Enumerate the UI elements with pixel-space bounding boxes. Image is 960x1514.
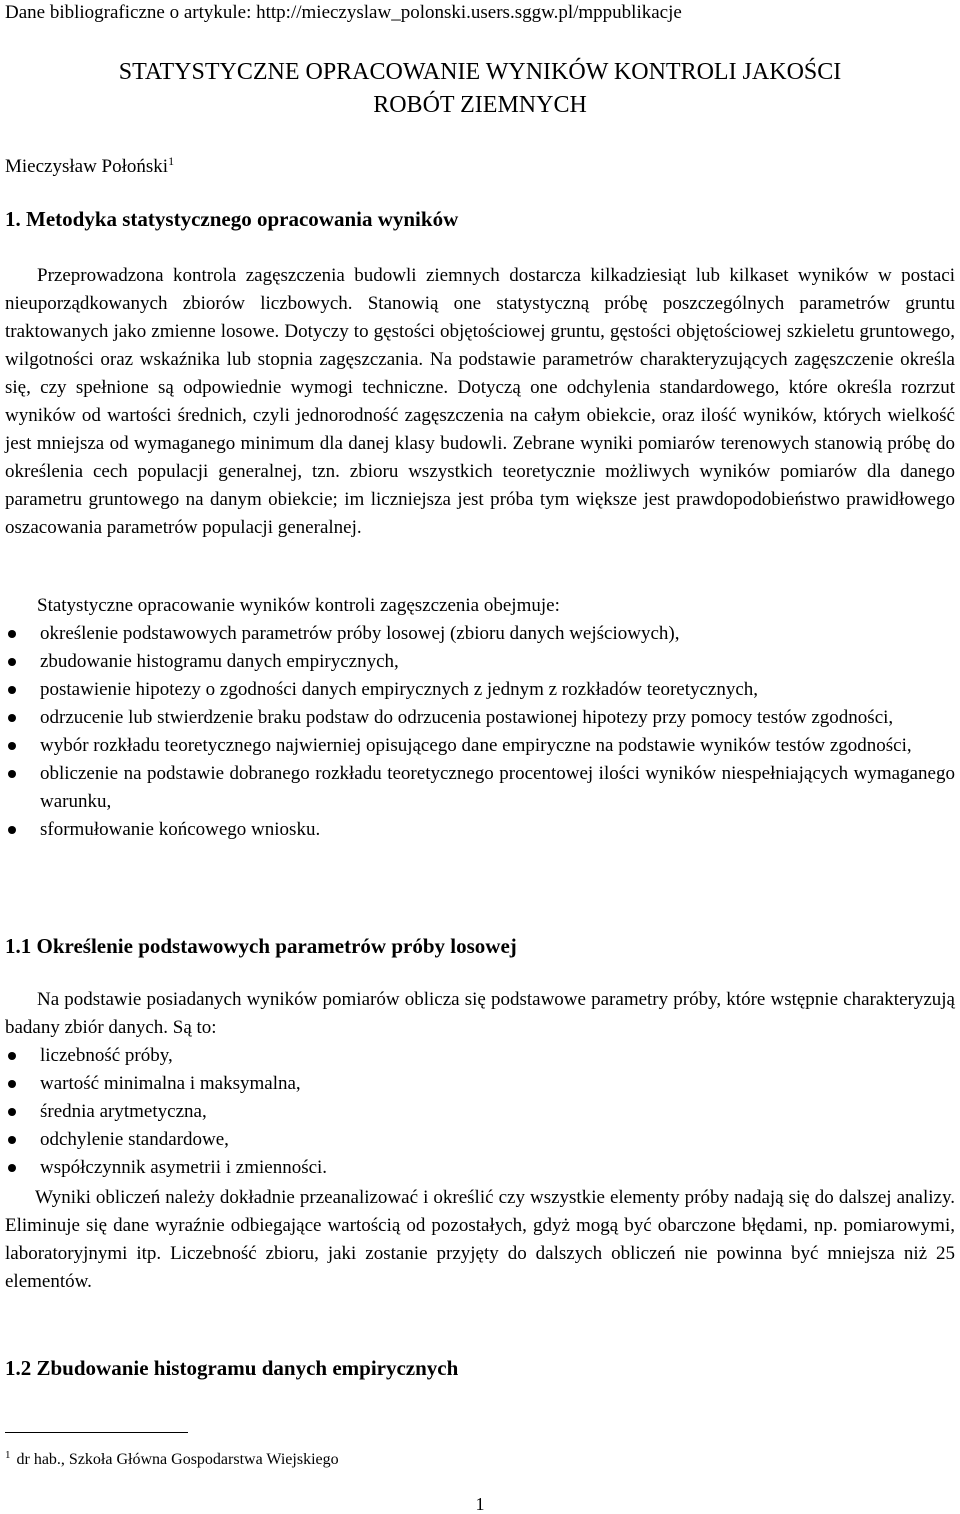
section-1-1-paragraph-2: Wyniki obliczeń należy dokładnie przeanalizować i określić czy wszystkie elementy próby nadają się do dalszej analizy. Eliminuje się dane wyraźnie odbiegające wartością od pozostałych, gdyż mogą być obarczone błędami, np. pomiarowymi, laboratoryjnymi itp. Liczebność zbioru, jaki zostanie przyjęty do dalszych obliczeń nie powinna być mniejsza niż 25 elementów. — [5, 1187, 955, 1292]
list-item: wartość minimalna i maksymalna, — [0, 1070, 955, 1098]
author-footnote-mark: 1 — [168, 154, 175, 168]
list-item: sformułowanie końcowego wniosku. — [0, 816, 955, 844]
list-item: postawienie hipotezy o zgodności danych empirycznych z jednym z rozkładów teoretycznych, — [0, 676, 955, 704]
author — [5, 150, 174, 178]
footnote-mark: 1 — [5, 1449, 11, 1461]
author-name: Mieczysław Połoński — [5, 156, 169, 177]
list-item: obliczenie na podstawie dobranego rozkładu teoretycznego procentowej ilości wyników niespełniających wymaganego warunku, — [0, 760, 955, 816]
page-number: 1 — [475, 1494, 485, 1514]
section-1-paragraph-1: Przeprowadzona kontrola zagęszczenia budowli ziemnych dostarcza kilkadziesiąt lub kilkaset wyników w postaci nieuporządkowanych zbiorów liczbowych. Stanowią one statystyczną próbę poszczególnych parametrów gruntu traktowanych jako zmienne losowe. Dotyczy to gęstości objętościowej gruntu, gęstości objętościowej szkieletu gruntowego, wilgotności oraz wskaźnika lub stopnia zagęszczania. Na podstawie parametrów charakteryzujących zagęszczenie określa się, czy spełnione są odpowiednie wymogi techniczne. Dotyczą one odchylenia standardowego, które określa rozrzut wyników od wartości średnich, czyli jednorodność zagęszczenia na całym obiekcie, oraz ilość wyników, których wielkość jest mniejsza od wymaganego minimum dla danej klasy budowli. Zebrane wyniki pomiarów terenowych stanowią próbę do określenia cech populacji generalnej, tzn. zbioru wszystkich teoretycznie możliwych wyników pomiarów dla danego parametru gruntowego na danym obiekcie; im liczniejsza jest próba tym większe jest prawdopodobieństwo prawidłowego oszacowania parametrów populacji generalnej. — [5, 265, 955, 538]
document-title-line2: ROBÓT ZIEMNYCH — [373, 92, 587, 118]
list-item: określenie podstawowych parametrów próby losowej (zbioru danych wejściowych), — [0, 620, 955, 648]
section-1-heading: 1. Metodyka statystycznego opracowania wyników — [5, 207, 459, 231]
list-item: średnia arytmetyczna, — [0, 1098, 955, 1126]
list-item: zbudowanie histogramu danych empirycznych, — [0, 648, 955, 676]
list-item: współczynnik asymetrii i zmienności. — [0, 1154, 955, 1182]
section-1-1-paragraph-1: Na podstawie posiadanych wyników pomiarów oblicza się podstawowe parametry próby, które wstępnie charakteryzują badany zbiór danych. Są to: — [5, 989, 955, 1038]
list-item: wybór rozkładu teoretycznego najwierniej opisującego dane empiryczne na podstawie wyników testów zgodności, — [0, 732, 955, 760]
list-item: odchylenie standardowe, — [0, 1126, 955, 1154]
document-title-line1: STATYSTYCZNE OPRACOWANIE WYNIKÓW KONTROLI JAKOŚCI — [118, 59, 842, 85]
section-1-paragraph-2: Statystyczne opracowanie wyników kontroli zagęszczenia obejmuje: — [37, 595, 560, 616]
section-1-bullet-list — [0, 620, 955, 844]
footnote — [5, 1445, 339, 1470]
bibliography-header: Dane bibliograficzne o artykule: http://mieczyslaw_polonski.users.sggw.pl/mppublikacje — [5, 2, 682, 23]
section-1-1-heading: 1.1 Określenie podstawowych parametrów próby losowej — [5, 934, 517, 958]
list-item: liczebność próby, — [0, 1042, 955, 1070]
section-1-2-heading: 1.2 Zbudowanie histogramu danych empirycznych — [5, 1356, 459, 1380]
list-item: odrzucenie lub stwierdzenie braku podstaw do odrzucenia postawionej hipotezy przy pomocy testów zgodności, — [0, 704, 955, 732]
section-1-1-bullet-list — [0, 1042, 955, 1182]
footnote-divider — [5, 1432, 188, 1433]
footnote-text: dr hab., Szkoła Główna Gospodarstwa Wiejskiego — [16, 1451, 339, 1468]
